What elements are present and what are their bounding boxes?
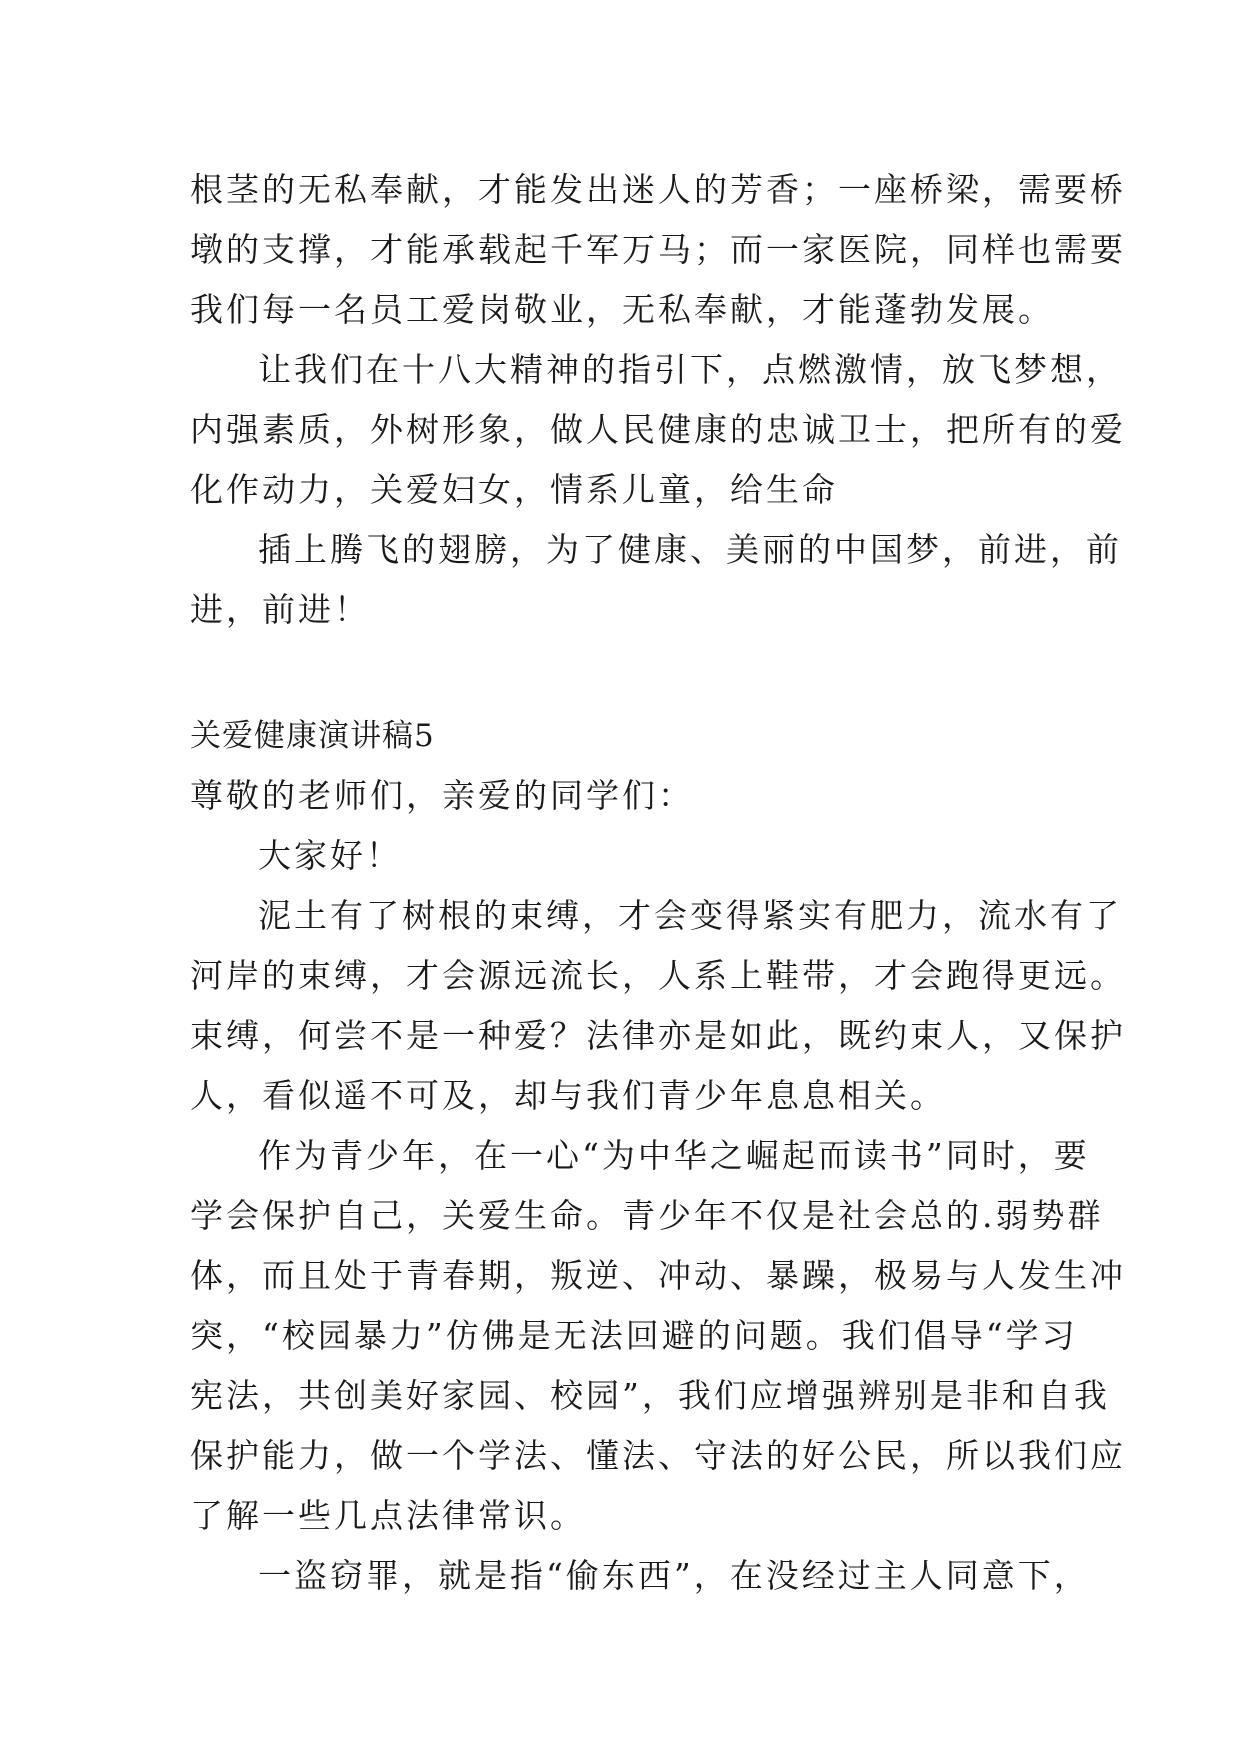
text-line: 宪法，共创美好家园、校园”，我们应增强辨别是非和自我	[190, 1376, 1110, 1415]
paragraph-theft	[190, 1546, 1090, 1606]
text-line: 我们每一名员工爱岗敬业，无私奉献，才能蓬勃发展。	[190, 290, 1054, 329]
salutation: 尊敬的老师们，亲爱的同学们：	[190, 776, 694, 815]
text-line: 河岸的束缚，才会源远流长，人系上鞋带，才会跑得更远。	[190, 956, 1126, 995]
text-line: 让我们在十八大精神的指引下，点燃激情，放飞梦想，	[258, 350, 1122, 389]
section-title: 关爱健康演讲稿5	[190, 718, 435, 754]
text-line: 根茎的无私奉献，才能发出迷人的芳香；一座桥梁，需要桥	[190, 170, 1126, 209]
text-line: 插上腾飞的翅膀，为了健康、美丽的中国梦，前进，前	[258, 530, 1122, 569]
text-line: 体，而且处于青春期，叛逆、冲动、暴躁，极易与人发生冲	[190, 1256, 1126, 1295]
paragraph-call-to-action	[190, 340, 1126, 520]
paragraph-closing	[190, 520, 1122, 640]
text-line: 学会保护自己，关爱生命。青少年不仅是社会总的.弱势群	[190, 1196, 1104, 1235]
text-line: 人，看似遥不可及，却与我们青少年息息相关。	[190, 1076, 946, 1115]
text-line: 保护能力，做一个学法、懂法、守法的好公民，所以我们应	[190, 1436, 1126, 1475]
text-line: 内强素质，外树形象，做人民健康的忠诚卫士，把所有的爱	[190, 410, 1126, 449]
text-line: 束缚，何尝不是一种爱？法律亦是如此，既约束人，又保护	[190, 1016, 1126, 1055]
text-line: 了解一些几点法律常识。	[190, 1496, 586, 1535]
paragraph-restraint	[190, 886, 1126, 1126]
greeting: 大家好！	[258, 836, 402, 875]
document-body	[190, 160, 1126, 1606]
text-line: 一盗窃罪，就是指“偷东西”，在没经过主人同意下，	[258, 1556, 1090, 1595]
text-line: 进，前进！	[190, 590, 370, 629]
text-line: 作为青少年，在一心“为中华之崛起而读书”同时，要	[258, 1136, 1090, 1175]
text-line: 突，“校园暴力”仿佛是无法回避的问题。我们倡导“学习	[190, 1316, 1078, 1355]
text-line: 化作动力，关爱妇女，情系儿童，给生命	[190, 470, 838, 509]
text-line: 泥土有了树根的束缚，才会变得紧实有肥力，流水有了	[258, 896, 1122, 935]
paragraph-youth	[190, 1126, 1126, 1546]
paragraph-dedication	[190, 160, 1126, 340]
section-gap	[190, 640, 1060, 706]
text-line: 墩的支撑，才能承载起千军万马；而一家医院，同样也需要	[190, 230, 1126, 269]
